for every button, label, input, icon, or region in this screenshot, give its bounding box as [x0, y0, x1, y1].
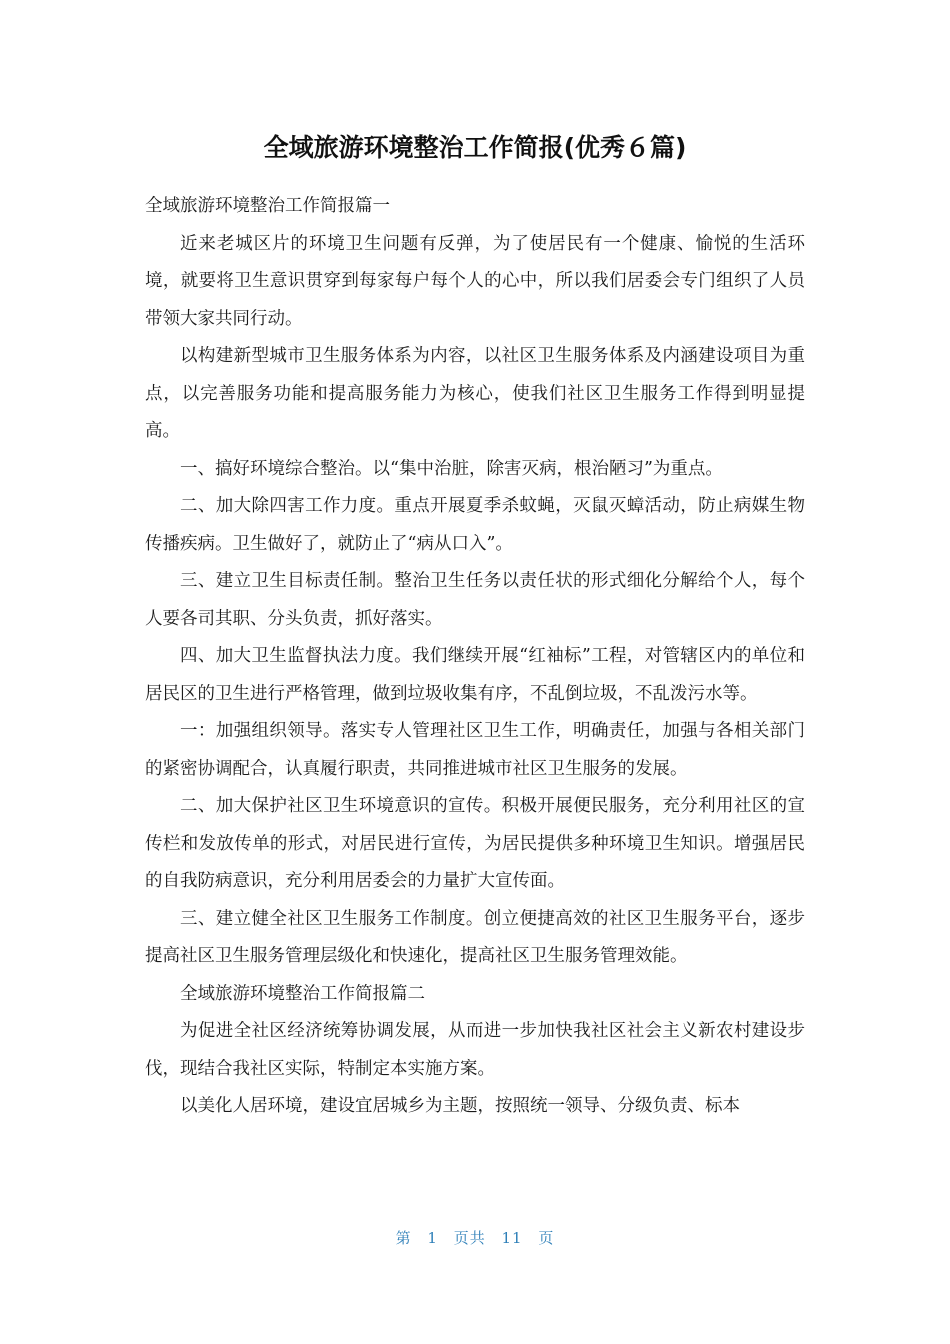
- paragraph: 三、建立卫生目标责任制。整治卫生任务以责任状的形式细化分解给个人，每个人要各司其职、分头负责，抓好落实。: [145, 571, 805, 629]
- paragraph: 二、加大除四害工作力度。重点开展夏季杀蚊蝇，灭鼠灭蟑活动，防止病媒生物传播疾病。卫生做好了，就防止了“病从口入”。: [145, 496, 805, 554]
- paragraph: 一、搞好环境综合整治。以“集中治脏，除害灭病，根治陋习”为重点。: [180, 458, 723, 479]
- paragraph: 二、加大保护社区卫生环境意识的宣传。积极开展便民服务，充分利用社区的宣传栏和发放传单的形式，对居民进行宣传，为居民提供多种环境卫生知识。增强居民的自我防病意识，充分利用居委会的力量扩大宣传面。: [145, 796, 805, 891]
- paragraph: 一：加强组织领导。落实专人管理社区卫生工作，明确责任，加强与各相关部门的紧密协调配合，认真履行职责，共同推进城市社区卫生服务的发展。: [145, 721, 805, 779]
- paragraph: 以构建新型城市卫生服务体系为内容，以社区卫生服务体系及内涵建设项目为重点，以完善服务功能和提高服务能力为核心，使我们社区卫生服务工作得到明显提高。: [145, 346, 805, 441]
- page-number: 1: [427, 1229, 438, 1247]
- section-heading: 全域旅游环境整治工作简报篇二: [180, 983, 425, 1004]
- page-label-prefix: 第: [395, 1229, 412, 1247]
- paragraph: 四、加大卫生监督执法力度。我们继续开展“红袖标”工程，对管辖区内的单位和居民区的卫生进行严格管理，做到垃圾收集有序，不乱倒垃圾，不乱泼污水等。: [145, 646, 805, 704]
- paragraph: 为促进全社区经济统筹协调发展，从而进一步加快我社区社会主义新农村建设步伐，现结合我社区实际，特制定本实施方案。: [145, 1021, 805, 1079]
- document-title: 全域旅游环境整治工作简报(优秀６篇): [263, 133, 687, 162]
- paragraph: 以美化人居环境，建设宜居城乡为主题，按照统一领导、分级负责、标本: [180, 1096, 740, 1116]
- paragraph: 近来老城区片的环境卫生问题有反弹，为了使居民有一个健康、愉悦的生活环境，就要将卫生意识贯穿到每家每户每个人的心中，所以我们居委会专门组织了人员带领大家共同行动。: [145, 233, 805, 329]
- page-footer: [0, 1226, 950, 1250]
- page-label-mid: 页共: [453, 1229, 486, 1247]
- paragraph: 全域旅游环境整治工作简报篇一: [145, 196, 390, 216]
- page-label-suffix: 页: [538, 1229, 555, 1247]
- paragraph: 三、建立健全社区卫生服务工作制度。创立便捷高效的社区卫生服务平台，逐步提高社区卫生服务管理层级化和快速化，提高社区卫生服务管理效能。: [145, 908, 805, 966]
- document-body: [145, 188, 805, 1126]
- total-pages: 11: [501, 1229, 523, 1247]
